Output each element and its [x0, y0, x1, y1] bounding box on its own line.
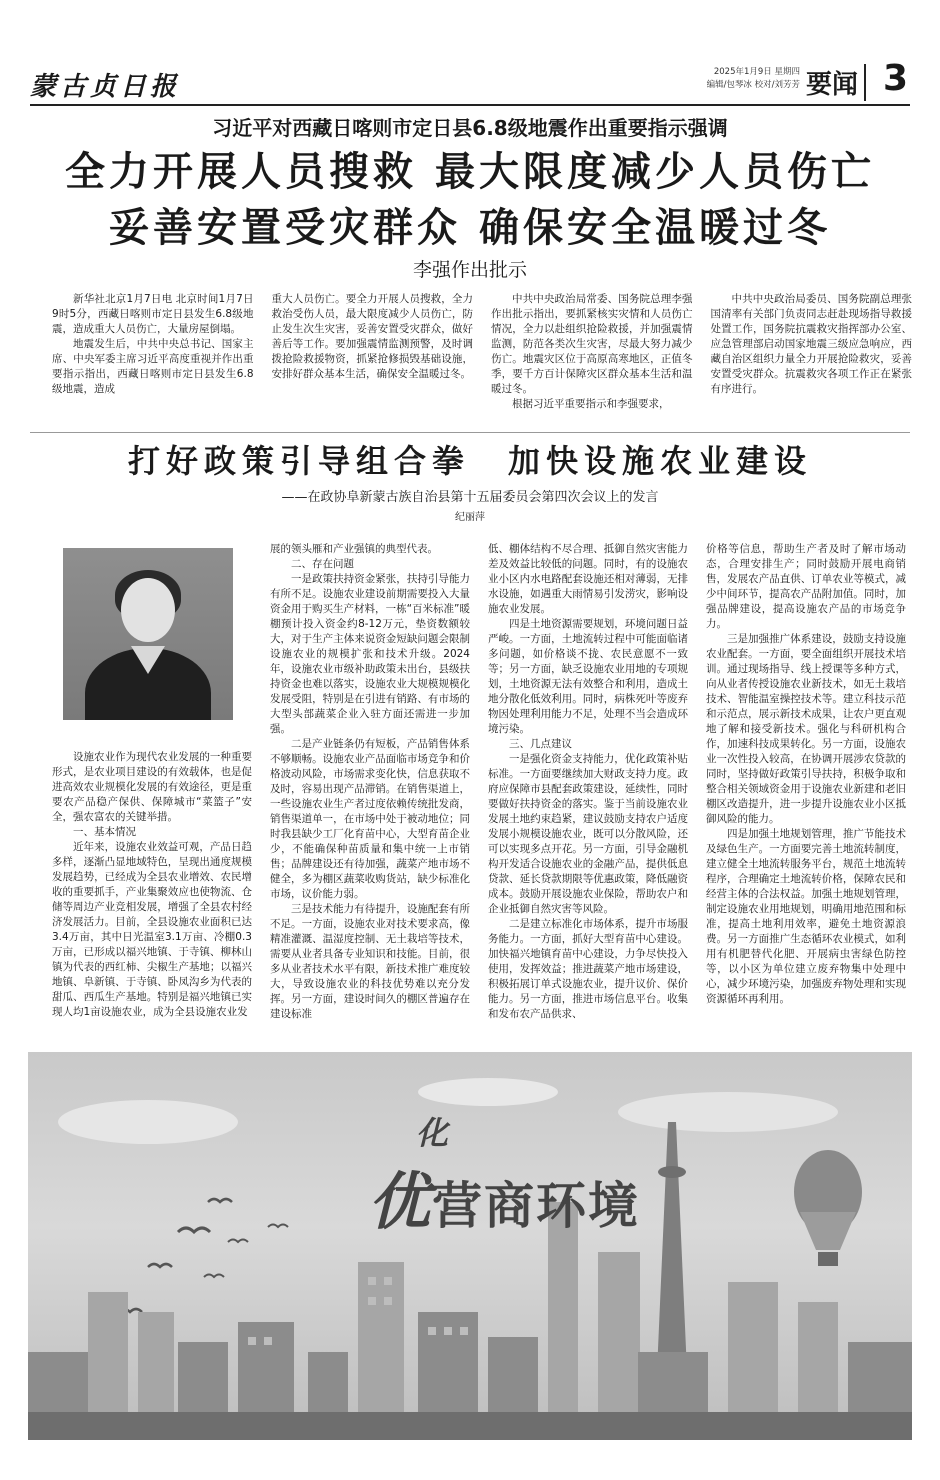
- bird-icon: [178, 1228, 210, 1232]
- lead-kicker: 习近平对西藏日喀则市定日县6.8级地震作出重要指示强调: [212, 116, 728, 140]
- lead-subline: 李强作出批示: [412, 259, 527, 281]
- paragraph: 低、棚体结构不尽合理、抵御自然灾害能力差及效益比较低的问题。同时，有的设施农业小区内水电路配套设施还相对薄弱，无排水设施，如遇重大雨情易引发涝灾，影响设施农业发展。: [488, 543, 688, 615]
- cloud: [618, 1092, 838, 1132]
- cloud: [418, 1078, 558, 1106]
- section-name: 要闻: [806, 64, 866, 101]
- lead-column-1: [52, 292, 254, 432]
- paragraph: 新华社北京1月7日电 北京时间1月7日9时5分，西藏日喀则市定日县发生6.8级地震，造成重大人员伤亡，大量房屋倒塌。: [52, 293, 254, 335]
- lead-column-3: [491, 292, 693, 432]
- paragraph: 中共中央政治局委员、国务院副总理张国清率有关部门负责同志赶赴现场指导救援处置工作，国务院抗震救灾指挥部办公室、应急管理部启动国家地震三级应急响应，西藏自治区组织力量全力开展抢险救灾，妥善安置受灾群众。抗震救灾各项工作正在紧张有序进行。: [710, 293, 912, 395]
- paragraph: 一是强化资金支持能力，优化政策补贴标准。一方面要继续加大财政支持力度。政府应保障市县配套政策建设，延续性，同时要做好扶持资金的落实。鉴于当前设施农业发展土地约束趋紧，建议鼓励支持农户适度发展小规模设施农业，既可以分散风险，还可以实现多点开花。另一方面，引导金融机构开发适合设施农业的金融产品，提供低息贷款、延长贷款期限等优惠政策，降低融资成本。鼓励开展设施农业保险，帮助农户和企业抵御自然灾害等风险。: [488, 753, 688, 915]
- bird-icon: [148, 1264, 172, 1267]
- article2-column-4: [706, 542, 906, 1042]
- paragraph: 三是技术能力有待提升，设施配套有所不足。一方面，设施农业对技术要求高，像精准灌溉、温湿度控制、无土栽培等技术，需要从业者具备专业知识和技能。目前，很多从业者技术水平有限，新技术推广难度较大，导致设施农业的科技优势难以充分发挥。另一方面，建设时间久的棚区普遍存在建设标准: [270, 903, 470, 1020]
- section-heading: 一、基本情况: [73, 826, 136, 838]
- bird-icon: [208, 1199, 232, 1202]
- section-heading: 三、几点建议: [509, 738, 572, 750]
- paragraph: 四是加强土地规划管理，推广节能技术及绿色生产。一方面要完善土地流转制度，建立健全土地流转服务平台，规范土地流转程序，合理确定土地流转价格，保障农民和经营主体的合法权益。加强土地规划管理，制定设施农业用地规划，明确用地范围和标准，提高土地利用效率，避免土地资源浪费。另一方面推广生态循环农业模式，如利用有机肥替代化肥、开展病虫害绿色防控等，以小区为单位建立废弃物集中处理中心，减少环境污染，加强废弃物处理和实现资源循环再利用。: [706, 828, 906, 1005]
- article2-body: [52, 542, 912, 1042]
- bird-icon: [228, 1240, 248, 1243]
- paragraph: 中共中央政治局常委、国务院总理李强作出批示指出，要抓紧核实灾情和人员伤亡情况，全力以赴组织抢险救援，并加强震情监测，防范各类次生灾害，尽最大努力减少伤亡。地震灾区位于高原高寒地区，正值冬季，要千方百计保障灾区群众基本生活和温暖过冬。: [491, 293, 693, 395]
- section-heading: 二、存在问题: [291, 558, 354, 570]
- article2-column-2: [270, 542, 470, 1042]
- paragraph: 展的领头雁和产业强镇的典型代表。: [270, 543, 438, 555]
- lead-body: [52, 292, 912, 432]
- article2-headline: 打好政策引导组合拳 加快设施农业建设: [127, 442, 812, 480]
- lead-column-2: [272, 292, 474, 432]
- paragraph: 近年来，设施农业效益可观，产品日趋多样，逐渐凸显地域特色，呈现出通度规模发展趋势，已经成为全县农业增效、农民增收的重要抓手，产业集聚效应也使物流、仓储等周边产业竞相发展，增强了全县农村经济发展活力。目前，全县设施农业面积已达3.4万亩，其中日光温室3.1万亩、冷棚0.3万亩，已形成以福兴地镇、于寺镇、柳林山镇为代表的西红柿、尖椒生产基地；以福兴地镇、阜新镇、于寺镇、卧凤沟乡为代表的甜瓜、西瓜生产基地。特别是福兴地镇已实现人均1亩设施农业，成为全县设施农业发: [52, 841, 252, 1018]
- newspaper-logo: 蒙古贞日报: [30, 72, 181, 102]
- bird-icon: [268, 1225, 288, 1228]
- paragraph: 二是产业链条仍有短板，产品销售体系不够顺畅。设施农业产品面临市场竞争和价格波动风险，市场需求变化快，信息获取不及时，容易出现产品滞销。在销售渠道上，一些设施农业生产者过度依赖传统批发商，销售渠道单一，在市场中处于被动地位；同时我县缺少工厂化育苗中心，大型育苗企业少，不能确保种苗质量和集中统一上市销售；品牌建设还有待加强，蔬菜产地市场不健全，多为棚区蔬菜收购货站，缺少标准化市场，议价能力弱。: [270, 738, 470, 900]
- paragraph: 四是土地资源需要规划，环境问题日益严峻。一方面，土地流转过程中可能面临诸多问题，如价格谈不拢、农民意愿不一致等；另一方面，缺乏设施农业用地的专项规划，土地资源无法有效整合和利用，造成土地分散化低效利用。同时，病株死叶等废弃物因处理利用能力不足，处理不当会造成环境污染。: [488, 618, 688, 735]
- article2-column-1: [52, 750, 252, 1042]
- article2-subtitle: ——在政协阜新蒙古族自治县第十五届委员会第四次会议上的发言: [281, 490, 659, 505]
- bird-icon: [204, 1275, 224, 1278]
- cloud: [58, 1100, 238, 1144]
- paragraph: 价格等信息，帮助生产者及时了解市场动态，合理安排生产；同时鼓励开展电商销售，发展农产品直供、订单农业等模式，减少中间环节，提高农产品附加值。同时，加强品牌建设，提高设施农产品的市场竞争力。: [706, 543, 906, 630]
- editor-credit: 编辑/包琴冰 校对/刘芳芳: [706, 80, 800, 90]
- lead-column-4: [711, 292, 913, 432]
- paragraph: 根据习近平重要指示和李强要求，: [512, 398, 670, 410]
- paragraph: 重大人员伤亡。要全力开展人员搜救，全力救治受伤人员，最大限度减少人员伤亡，防止发生次生灾害，妥善安置受灾群众，做好善后等工作。要加强震情监测预警，及时调拨抢险救援物资，抓紧抢修损毁基础设施，安排好群众基本生活，确保安全温暖过冬。: [271, 293, 473, 380]
- paragraph: 三是加强推广体系建设，鼓励支持设施农业配套。一方面，要全面组织开展技术培训。通过现场指导、线上授课等多种方式，向从业者传授设施农业新技术，如无土栽培技术、智能温室操控技术等。建立科技示范和示范点，展示新技术成果，让农户更直观地了解和接受新技术。强化与科研机构合作，加速科技成果转化。另一方面，设施农业一次性投入较高，在协调开展涉农贷款的同时，坚持做好政策引导扶持，积极争取和整合相关领域资金用于设施农业新建和老旧棚区改造提升，进一步提升设施农业小区抵御风险的能力。: [706, 633, 906, 825]
- lead-headline-1: 全力开展人员搜救 最大限度减少人员伤亡: [65, 149, 875, 195]
- banner-title-rest: 营商环境: [432, 1177, 641, 1235]
- issue-date: 2025年1月9日 星期四: [713, 67, 800, 77]
- banner-illustration: [28, 1052, 912, 1440]
- business-environment-banner: [28, 1052, 912, 1440]
- paragraph: 二是建立标准化市场体系，提升市场服务能力。一方面，抓好大型育苗中心建设。加快福兴地镇育苗中心建设，力争尽快投入使用，发挥效益；推进蔬菜产地市场建设，积极拓展订单式设施农业，提升议价、保价能力。另一方面，推进市场信息平台。收集和发布农产品供求、: [488, 918, 688, 1020]
- banner-title: [368, 1114, 641, 1241]
- date-info: [707, 66, 800, 92]
- section-divider: [30, 432, 910, 433]
- article2-author: 纪丽萍: [455, 512, 485, 523]
- banner-char-you: 优: [368, 1165, 433, 1238]
- article2-column-3: [488, 542, 688, 1042]
- paragraph: 一是政策扶持资金紧张，扶持引导能力有所不足。设施农业建设前期需要投入大量资金用于购买生产材料，一栋“百米标准”暖棚预计投入资金约8-12万元，垫资数额较大，对于生产主体来说资金短缺问题会限制设施农业的规模扩张和技术升级。2024年，设施农业市级补助政策未出台，县级扶持资金也难以落实，设施农业大规模规模化发展受阻，特别是在引进有销路、有市场的大型头部蔬菜企业入驻方面还需进一步加强。: [270, 573, 470, 735]
- paragraph: 设施农业作为现代农业发展的一种重要形式，是农业项目建设的有效载体，也是促进高效农业规模化发展的有效途径，更是重要农产品稳产保供、保障城市“菜篮子”安全，强农富农的关键举措。: [52, 751, 252, 823]
- masthead: [30, 58, 910, 106]
- banner-char-hua: 化: [416, 1114, 451, 1152]
- lead-headline-2: 妥善安置受灾群众 确保安全温暖过冬: [109, 205, 831, 251]
- paragraph: 地震发生后，中共中央总书记、国家主席、中央军委主席习近平高度重视并作出重要指示指出，西藏日喀则市定日县发生6.8级地震，造成: [52, 338, 254, 395]
- page-number: 3: [882, 58, 908, 99]
